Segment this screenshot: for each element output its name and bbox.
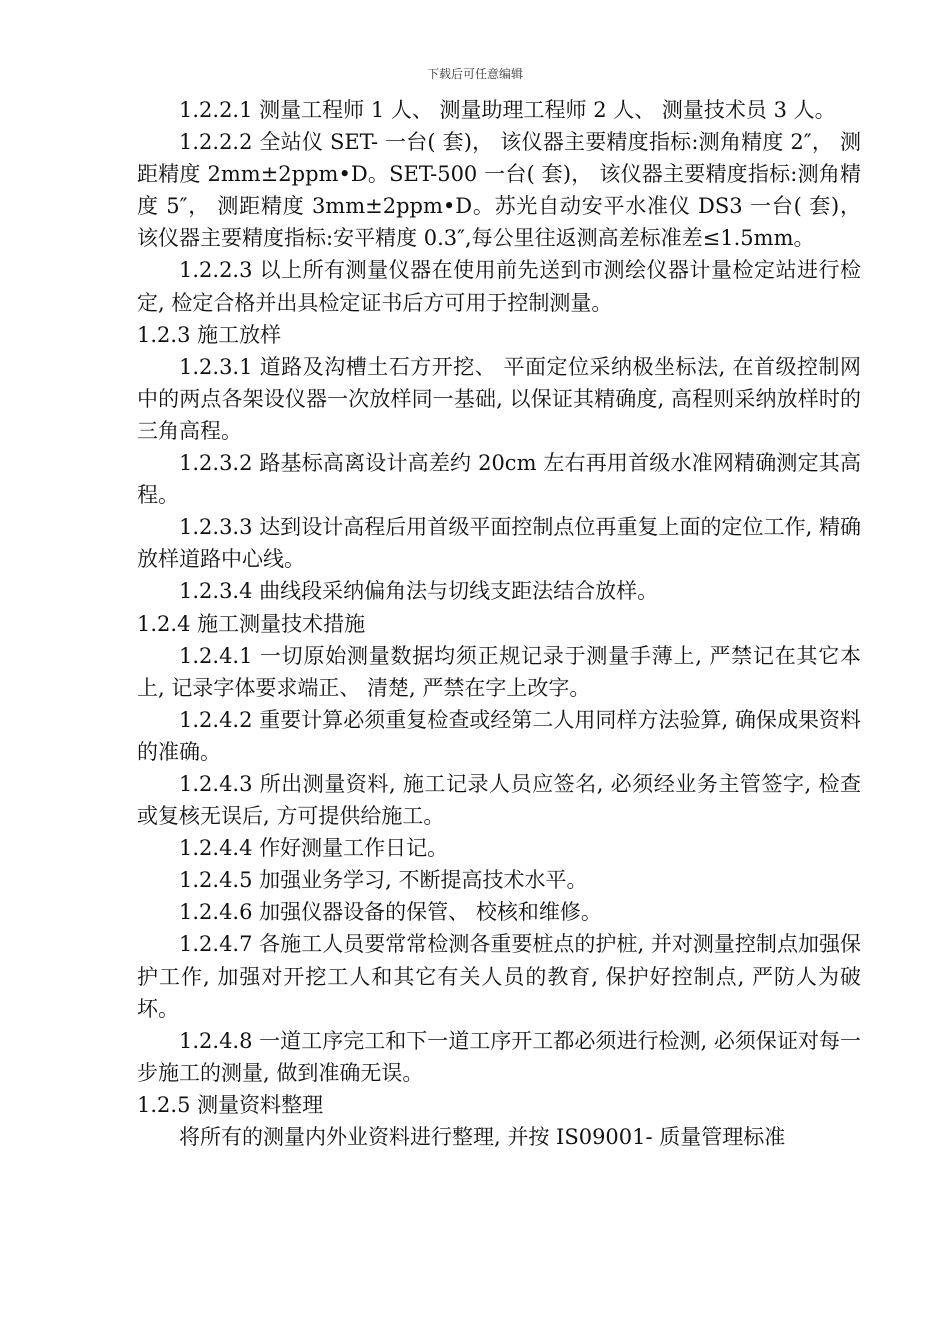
paragraph-1-2-3-1: 1.2.3.1 道路及沟槽土石方开挖、 平面定位采纳极坐标法, 在首级控制网中的两点各架设仪器一次放样同一基础, 以保证其精确度, 高程则采纳放样时的三角高程。 xyxy=(137,354,861,443)
paragraph-1-2-4-6: 1.2.4.6 加强仪器设备的保管、 校核和维修。 xyxy=(179,900,602,925)
page-header-note: 下载后可任意编辑 xyxy=(426,67,523,81)
paragraph-1-2-4-2: 1.2.4.2 重要计算必须重复检查或经第二人用同样方法验算, 确保成果资料的准确。 xyxy=(137,707,861,764)
paragraph-1-2-4-3: 1.2.4.3 所出测量资料, 施工记录人员应签名, 必须经业务主管签字, 检查或复核无误后, 方可提供给施工。 xyxy=(137,771,861,829)
section-heading-1-2-5: 1.2.5 测量资料整理 xyxy=(137,1092,324,1117)
paragraph-1-2-3-4: 1.2.3.4 曲线段采纳偏角法与切线支距法结合放样。 xyxy=(179,579,659,604)
paragraph-1-2-2-3: 1.2.2.3 以上所有测量仪器在使用前先送到市测绘仪器计量检定站进行检定, 检定合格并出具检定证书后方可用于控制测量。 xyxy=(137,258,861,315)
paragraph-1-2-5-body: 将所有的测量内外业资料进行整理, 并按 IS09001- 质量管理标准 xyxy=(179,1125,786,1149)
paragraph-1-2-4-1: 1.2.4.1 一切原始测量数据均须正规记录于测量手薄上, 严禁记在其它本上, 记录字体要求端正、 清楚, 严禁在字上改字。 xyxy=(137,643,861,700)
paragraph-1-2-4-7: 1.2.4.7 各施工人员要常常检测各重要桩点的护桩, 并对测量控制点加强保护工作, 加强对开挖工人和其它有关人员的教育, 保护好控制点, 严防人为破坏。 xyxy=(137,932,861,1021)
document-body xyxy=(137,94,861,1153)
paragraph-1-2-4-8: 1.2.4.8 一道工序完工和下一道工序开工都必须进行检测, 必须保证对每一步施工的测量, 做到准确无误。 xyxy=(137,1028,861,1085)
paragraph-1-2-4-5: 1.2.4.5 加强业务学习, 不断提高技术水平。 xyxy=(179,868,588,893)
section-heading-1-2-4: 1.2.4 施工测量技术措施 xyxy=(137,611,366,636)
section-heading-1-2-3: 1.2.3 施工放样 xyxy=(137,322,282,347)
paragraph-1-2-2-2: 1.2.2.2 全站仪 SET- 一台( 套)， 该仪器主要精度指标:测角精度 2″， 测距精度 2mm±2ppm•D。SET-500 一台( 套)， 该仪器主要精度指标:测角精度 5″， 测距精度 3mm±2ppm•D。苏光自动安平水准仪 DS3 一台( 套)， 该仪器主要精度指标:安平精度 0.3″,每公里往返测高差标准差≤1.5mm。 xyxy=(137,130,861,251)
paragraph-1-2-2-1: 1.2.2.1 测量工程师 1 人、 测量助理工程师 2 人、 测量技术员 3 人。 xyxy=(179,98,836,122)
paragraph-1-2-3-2: 1.2.3.2 路基标高离设计高差约 20cm 左右再用首级水准网精确测定其高程。 xyxy=(137,451,861,508)
paragraph-1-2-3-3: 1.2.3.3 达到设计高程后用首级平面控制点位再重复上面的定位工作, 精确放样道路中心线。 xyxy=(137,515,861,572)
paragraph-1-2-4-4: 1.2.4.4 作好测量工作日记。 xyxy=(179,836,449,861)
